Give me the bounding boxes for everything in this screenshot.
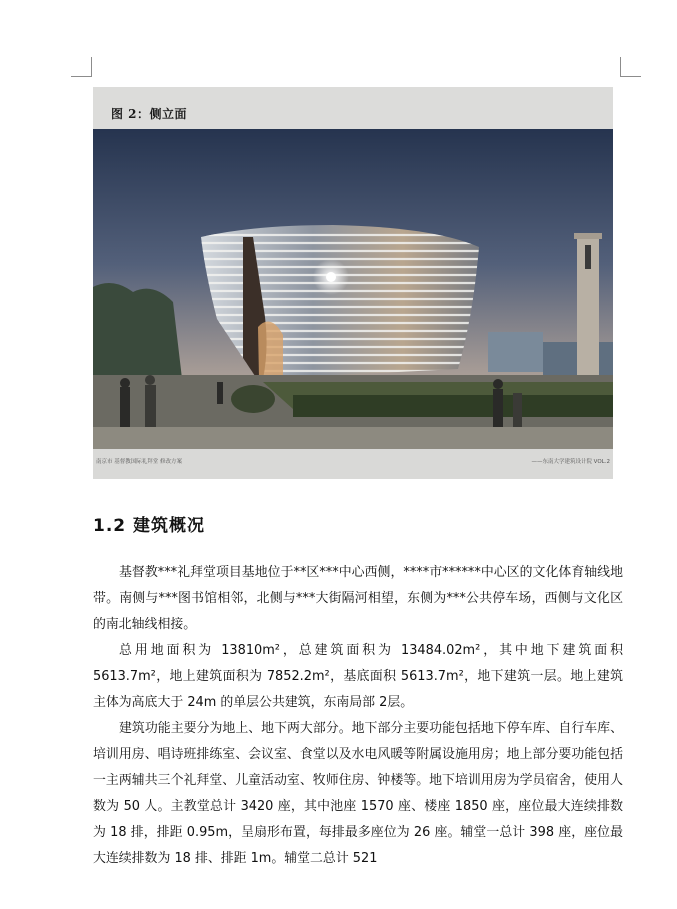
section-heading: 1.2 建筑概况 (93, 516, 206, 536)
section-body (93, 560, 623, 872)
crop-mark-top-left-horizontal (71, 76, 92, 77)
crop-mark-top-left-vertical (91, 57, 92, 77)
rendering-image (93, 87, 613, 479)
crop-mark-top-right-horizontal (620, 76, 641, 77)
paragraph-building-functions: 建筑功能主要分为地上、地下两大部分。地下部分主要功能包括地下停车库、自行车库、培训用房、唱诗班排练室、会议室、食堂以及水电风暖等附属设施用房；地上部分要功能包括一主两辅共三个礼拜堂、儿童活动室、牧师住房、钟楼等。地下培训用房为学员宿舍，使用人数为 50 人。主教堂总计 3420 座，其中池座 1570 座、楼座 1850 座，座位最大连续排数为 18 排，排距 0.95m，呈扇形布置，每排最多座位为 26 座。辅堂一总计 398 座，座位最大连续排数为 18 排、排距 1m。辅堂二总计 521 (93, 721, 623, 866)
paragraph-site-location: 基督教***礼拜堂项目基地位于**区***中心西侧，****市******中心区的文化体育轴线地带。南侧与***图书馆相邻，北侧与***大街隔河相望，东侧为***公共停车场，西侧与文化区的南北轴线相接。 (93, 565, 623, 632)
crop-mark-top-right-vertical (620, 57, 621, 77)
paragraph-area-figures: 总用地面积为 13810m²，总建筑面积为 13484.02m²，其中地下建筑面积 5613.7m²，地上建筑面积为 7852.2m²，基底面积 5613.7m²，地下建筑一层。地上建筑主体为高底大于 24m 的单层公共建筑，东南局部 2层。 (93, 643, 623, 710)
photo-footer-right: ——东南大学建筑设计院 VOL.2 (531, 459, 610, 465)
figure-caption: 图 2：侧立面 (111, 107, 188, 121)
photo-footer-left: 南京市 基督教国际礼拜堂 修改方案 (96, 459, 182, 465)
building-photo (93, 87, 613, 479)
